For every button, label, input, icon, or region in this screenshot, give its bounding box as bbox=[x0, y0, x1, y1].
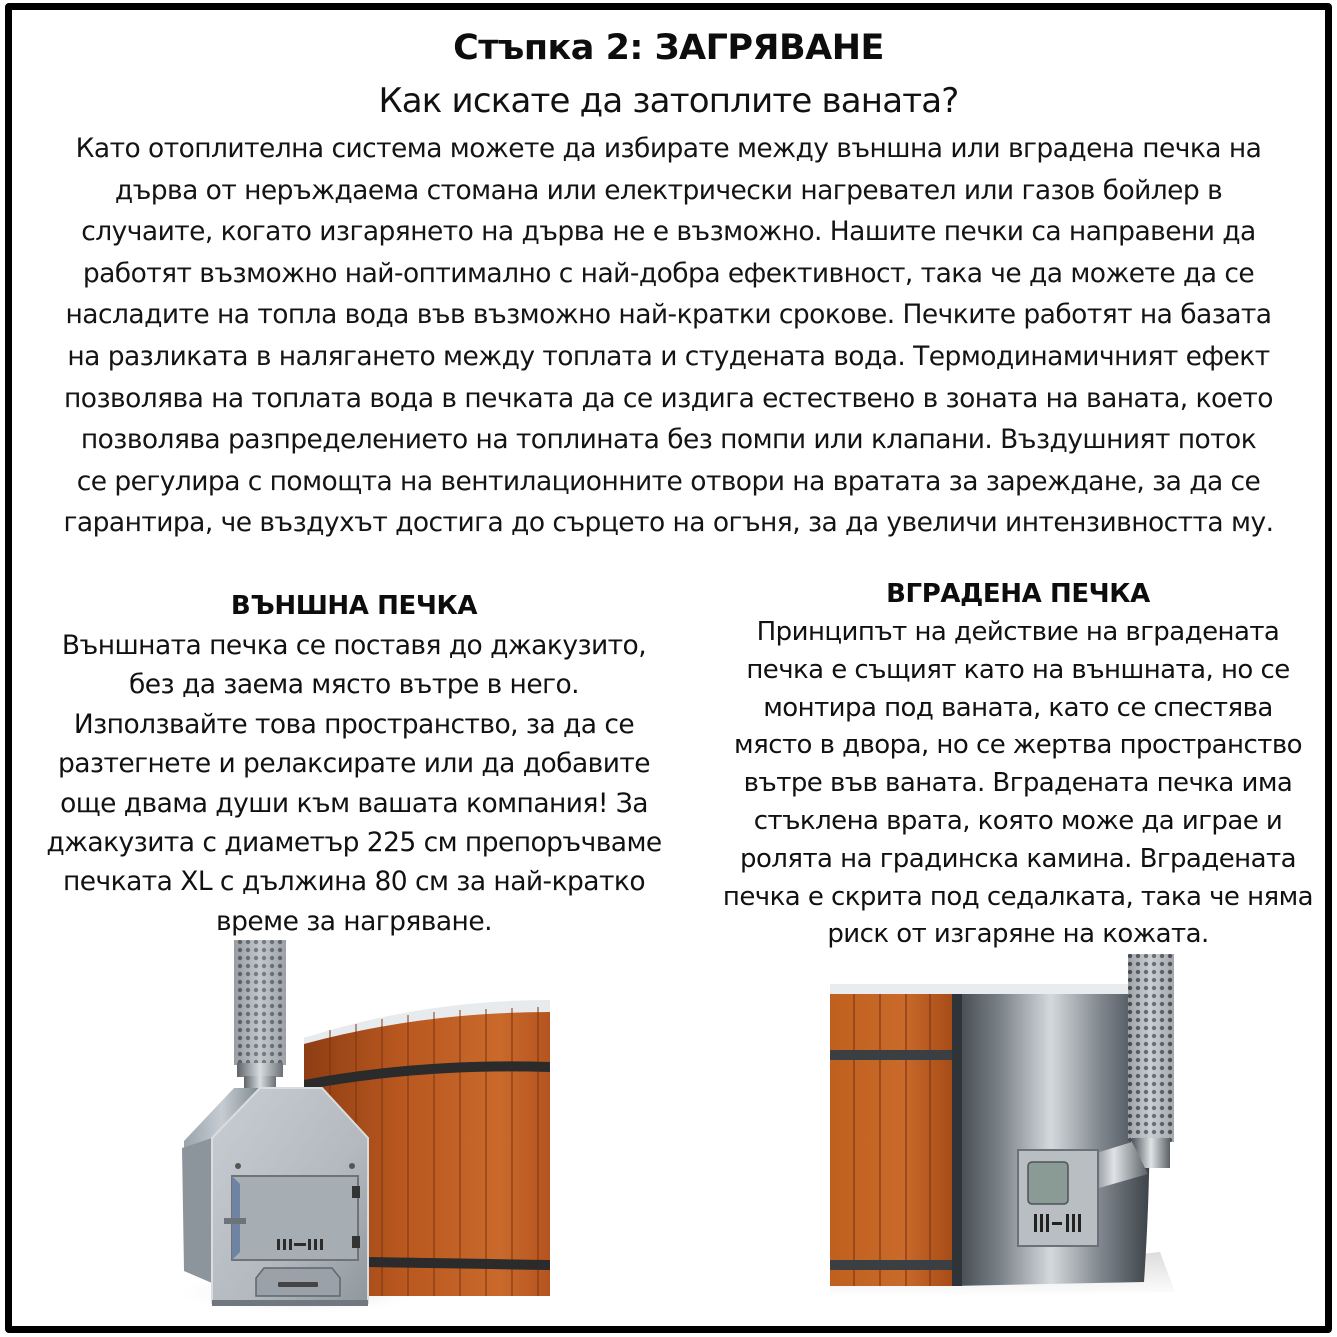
description-line: време за нагряване. bbox=[216, 905, 492, 937]
page-subtitle: Как искате да затоплите ваната? bbox=[378, 81, 959, 121]
description-line: печката XL с дължина 80 см за най-кратко bbox=[63, 866, 645, 898]
description-line: печка е същият като на външната, но се bbox=[746, 654, 1290, 685]
description-line: Принципът на действие на вградената bbox=[756, 617, 1280, 647]
intro-line: дърва от неръждаема стомана или електрически нагревател или газов бойлер в bbox=[114, 174, 1223, 206]
intro-line: Като отоплителна система можете да избирате между външна или вградена печка на bbox=[75, 133, 1262, 164]
description-line: риск от изгаряне на кожата. bbox=[827, 919, 1209, 950]
intro-line: позволява разпределението на топлината без помпи или клапани. Въздушният поток bbox=[80, 424, 1257, 456]
description-line: Външната печка се поставя до джакузито, bbox=[61, 630, 647, 661]
intro-line: на разликата в налягането между топлата и студената вода. Термодинамичният ефект bbox=[67, 340, 1270, 372]
intro-paragraph bbox=[18, 128, 1319, 544]
external-stove-heading: ВЪНШНА ПЕЧКА bbox=[230, 591, 478, 621]
description-line: ролята на градинска камина. Вградената bbox=[739, 843, 1296, 874]
description-line: стъклена врата, която може да играе и bbox=[753, 805, 1283, 836]
intro-line: насладите на топла вода във възможно най-кратки срокове. Печките работят на базата bbox=[65, 299, 1272, 331]
intro-line: се регулира с помощта на вентилационните отвори на вратата за зареждане, за да се bbox=[76, 465, 1261, 497]
description-line: джакузита с диаметър 225 см препоръчваме bbox=[46, 827, 662, 859]
description-line: монтира под ваната, като се спестява bbox=[763, 692, 1273, 723]
integrated-stove-image bbox=[830, 952, 1180, 1324]
integrated-stove-heading: ВГРАДЕНА ПЕЧКА bbox=[886, 579, 1150, 609]
description-line: без да заема място вътре в него. bbox=[129, 669, 579, 701]
page-title: Стъпка 2: ЗАГРЯВАНЕ bbox=[453, 28, 884, 68]
description-line: място в двора, но се жертва пространство bbox=[734, 730, 1302, 761]
intro-line: гарантира, че въздухът достига до сърцето на огъня, за да увеличи интензивността му. bbox=[63, 507, 1274, 539]
description-line: вътре във ваната. Вградената печка има bbox=[743, 768, 1293, 799]
description-line: Използвайте това пространство, за да се bbox=[73, 708, 635, 740]
integrated-stove-section bbox=[705, 574, 1331, 954]
intro-line: работят възможно най-оптимално с най-добра ефективност, така че да можете да се bbox=[82, 257, 1255, 289]
external-stove-image bbox=[172, 938, 552, 1323]
external-stove-description bbox=[20, 626, 688, 941]
description-line: печка е скрита под седалката, така че няма bbox=[722, 881, 1314, 912]
intro-line: позволява на топлата вода в печката да се издига естествено в зоната на ваната, което bbox=[64, 382, 1273, 414]
external-stove-section bbox=[20, 586, 688, 941]
integrated-stove-description bbox=[705, 614, 1331, 954]
description-line: още двама души към вашата компания! За bbox=[60, 787, 648, 819]
intro-line: случаите, когато изгарянето на дърва не е възможно. Нашите печки са направени да bbox=[81, 216, 1256, 248]
description-line: разтегнете и релаксирате или да добавите bbox=[57, 748, 651, 780]
